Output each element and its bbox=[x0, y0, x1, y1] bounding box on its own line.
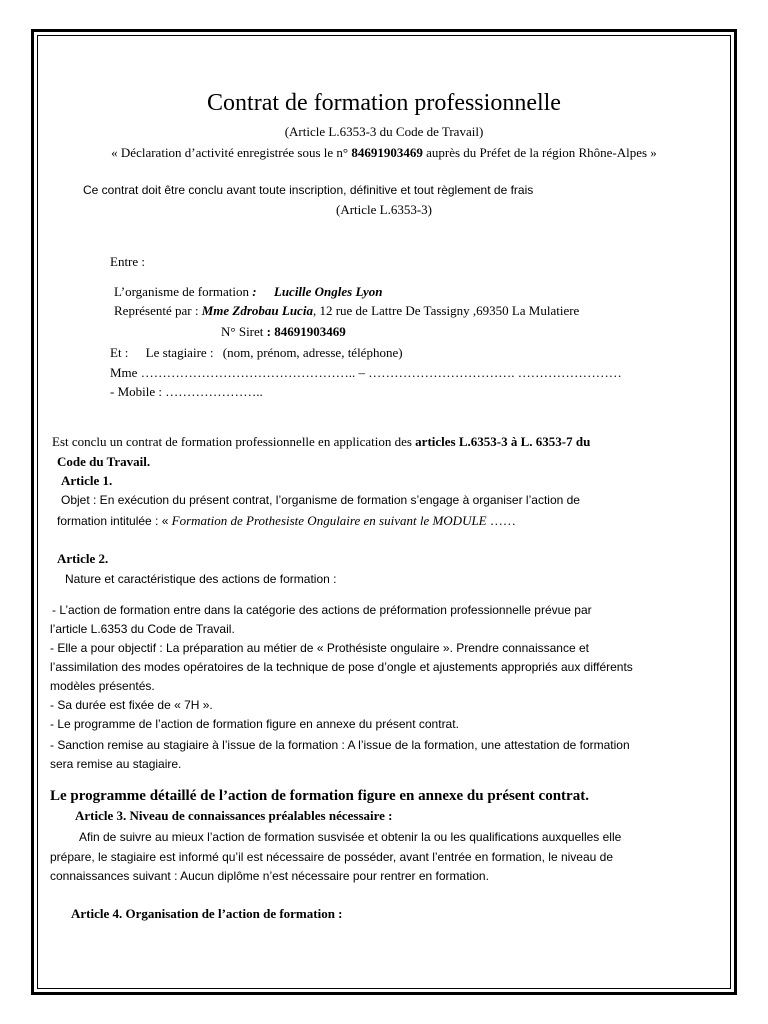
intro-text: Est conclu un contrat de formation professionnelle en application des bbox=[52, 434, 412, 449]
article-1-prefix: formation intitulée : « bbox=[57, 514, 169, 528]
declaration-prefix: « Déclaration d’activité enregistrée sous le n° bbox=[111, 145, 349, 160]
representant-line bbox=[114, 303, 579, 319]
rep-label: Représenté par : bbox=[114, 303, 199, 318]
siret-label: N° Siret bbox=[221, 324, 264, 339]
programme-notice: Le programme détaillé de l’action de formation figure en annexe du présent contrat. bbox=[50, 788, 589, 804]
entre-label: Entre : bbox=[110, 254, 146, 269]
article-1-suffix: …… bbox=[489, 513, 516, 528]
article-2-line: - Le programme de l’action de formation figure en annexe du présent contrat. bbox=[50, 717, 459, 731]
rep-address: , 12 rue de Lattre De Tassigny ,69350 La Mulatiere bbox=[312, 303, 580, 318]
intro-bold-ref: articles L.6353-3 à L. 6353-7 du bbox=[415, 434, 591, 449]
article-3-line: Afin de suivre au mieux l’action de formation susvisée et obtenir la ou les qualifications auxquelles elle bbox=[79, 830, 622, 844]
article-2-line: - L’action de formation entre dans la catégorie des actions de préformation professionnelle prévue par bbox=[52, 603, 592, 617]
article-1-line-2 bbox=[57, 513, 516, 529]
siret-line bbox=[221, 324, 346, 340]
article-3-line: connaissances suivant : Aucun diplôme n’est nécessaire pour rentrer en formation. bbox=[50, 869, 489, 883]
siret-value: : 84691903469 bbox=[266, 324, 346, 339]
page-border-inner bbox=[37, 35, 731, 989]
stagiaire-label: Le stagiaire : bbox=[145, 345, 214, 360]
notice-line-2: (Article L.6353-3) bbox=[335, 202, 433, 217]
notice-line-1: Ce contrat doit être conclu avant toute inscription, définitive et tout règlement de frais bbox=[83, 183, 534, 197]
org-name: Lucille Ongles Lyon bbox=[273, 284, 383, 299]
org-colon: : bbox=[252, 284, 257, 299]
stagiaire-hint: (nom, prénom, adresse, téléphone) bbox=[222, 345, 403, 360]
article-3-heading: Article 3. Niveau de connaissances préalables nécessaire : bbox=[75, 808, 393, 823]
article-2-line: - Elle a pour objectif : La préparation au métier de « Prothésiste ongulaire ». Prendre connaissance et bbox=[50, 641, 589, 655]
article-reference: (Article L.6353-3 du Code de Travail) bbox=[284, 124, 484, 139]
article-2-line: l’article L.6353 du Code de Travail. bbox=[50, 622, 235, 636]
stagiaire-line bbox=[110, 345, 403, 361]
article-2-line: - Sanction remise au stagiaire à l’issue de la formation : A l’issue de la formation, une attestation de formation bbox=[50, 738, 630, 752]
article-2-line: sera remise au stagiaire. bbox=[50, 757, 182, 771]
mobile-line: - Mobile : ………………….. bbox=[110, 384, 263, 399]
document-title: Contrat de formation professionnelle bbox=[207, 90, 561, 116]
article-2-line: modèles présentés. bbox=[50, 679, 155, 693]
declaration-number: 84691903469 bbox=[351, 145, 423, 160]
organisme-line bbox=[114, 284, 382, 300]
article-2-subtitle: Nature et caractéristique des actions de formation : bbox=[65, 572, 337, 586]
declaration-line bbox=[37, 145, 731, 161]
article-4-heading: Article 4. Organisation de l’action de formation : bbox=[71, 906, 343, 921]
intro-line bbox=[52, 434, 590, 450]
org-label: L’organisme de formation bbox=[114, 284, 250, 299]
intro-bold-ref-2: Code du Travail. bbox=[57, 454, 151, 469]
article-3-line: prépare, le stagiaire est informé qu’il est nécessaire de posséder, avant l’entrée en formation, le niveau de bbox=[50, 850, 613, 864]
article-1-title: Formation de Prothesiste Ongulaire en suivant le MODULE bbox=[171, 513, 487, 528]
article-1-line-1: Objet : En exécution du présent contrat, l’organisme de formation s’engage à organiser l’action de bbox=[61, 493, 580, 507]
article-2-heading: Article 2. bbox=[57, 551, 109, 566]
article-2-line: l’assimilation des modes opératoires de la technique de pose d’ongle et ajustements appropriés aux différents bbox=[50, 660, 633, 674]
mme-line: Mme ………………………………………….. – ……………………………. …………………… bbox=[110, 365, 622, 380]
article-1-heading: Article 1. bbox=[61, 473, 113, 488]
article-2-line: - Sa durée est fixée de « 7H ». bbox=[50, 698, 213, 712]
declaration-suffix: auprès du Préfet de la région Rhône-Alpes » bbox=[426, 145, 657, 160]
rep-name: Mme Zdrobau Lucia bbox=[201, 303, 313, 318]
et-label: Et : bbox=[110, 345, 129, 360]
